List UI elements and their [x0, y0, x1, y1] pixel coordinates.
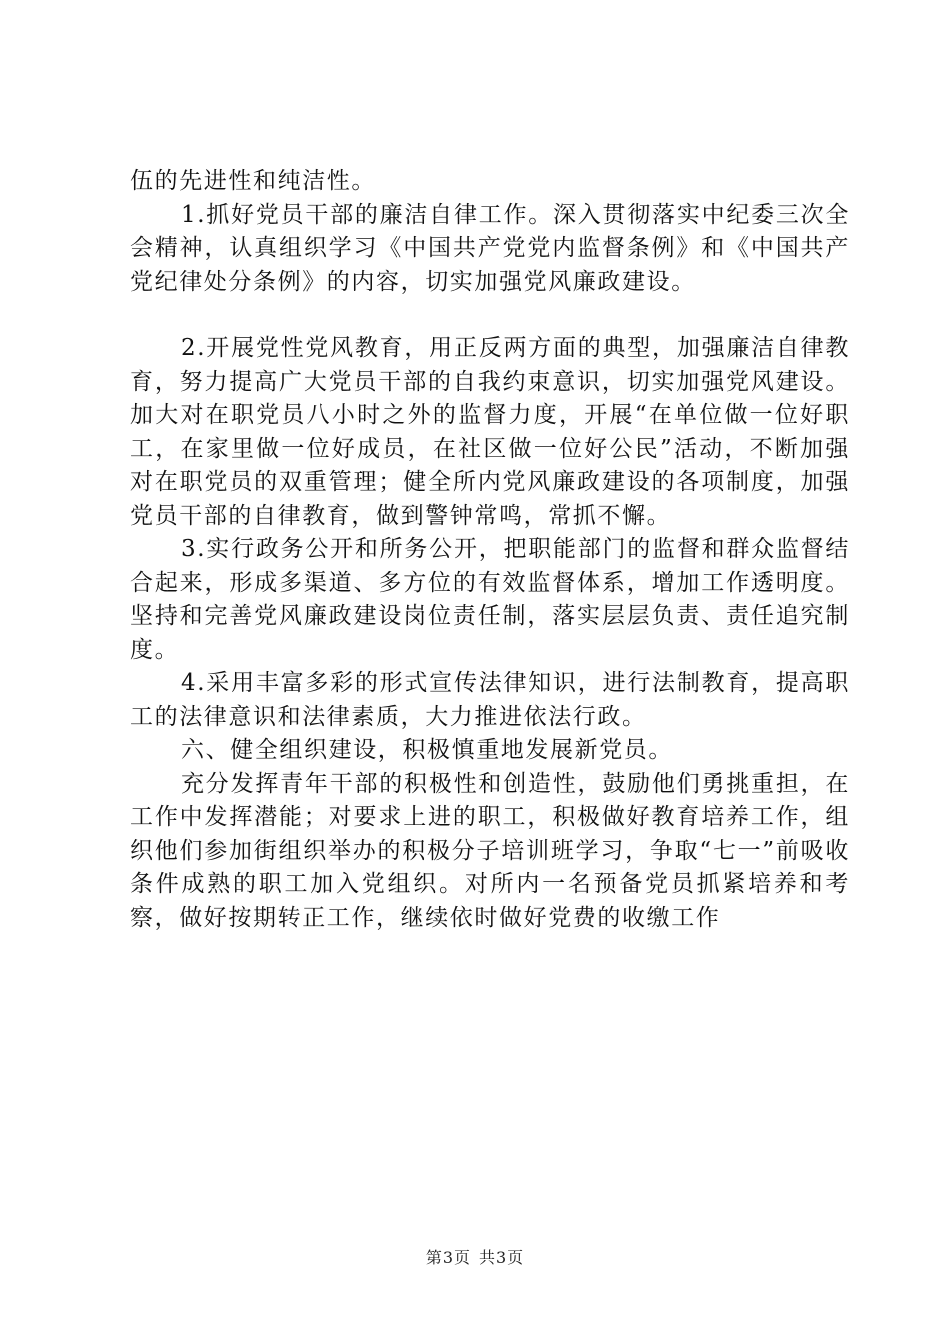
- paragraph-item-2: 2.开展党性党风教育，用正反两方面的典型，加强廉洁自律教育，努力提高广大党员干部的自我约束意识，切实加强党风建设。加大对在职党员八小时之外的监督力度，开展“在单位做一位好职工，在家里做一位好成员，在社区做一位好公民”活动，不断加强对在职党员的双重管理；健全所内党风廉政建设的各项制度，加强党员干部的自律教育，做到警钟常鸣，常抓不懈。: [130, 335, 850, 529]
- page-number-total: 共3页: [479, 1248, 525, 1267]
- page-number-current: 第3页: [425, 1248, 471, 1267]
- paragraph-item-1: 1.抓好党员干部的廉洁自律工作。深入贯彻落实中纪委三次全会精神，认真组织学习《中国共产党党内监督条例》和《中国共产党纪律处分条例》的内容，切实加强党风廉政建设。: [130, 201, 850, 295]
- document-body: [130, 165, 850, 935]
- section-heading: 六、健全组织建设，积极慎重地发展新党员。: [181, 737, 673, 763]
- paragraph-section-body: 充分发挥青年干部的积极性和创造性，鼓励他们勇挑重担，在工作中发挥潜能；对要求上进的职工，积极做好教育培养工作，组织他们参加街组织举办的积极分子培训班学习，争取“七一”前吸收条件成熟的职工加入党组织。对所内一名预备党员抓紧培养和考察，做好按期转正工作，继续依时做好党费的收缴工作: [130, 770, 850, 931]
- paragraph-item-4: 4.采用丰富多彩的形式宣传法律知识，进行法制教育，提高职工的法律意识和法律素质，大力推进依法行政。: [130, 670, 850, 730]
- page-footer: [0, 1245, 950, 1268]
- paragraph-item-3: 3.实行政务公开和所务公开，把职能部门的监督和群众监督结合起来，形成多渠道、多方位的有效监督体系，增加工作透明度。坚持和完善党风廉政建设岗位责任制，落实层层负责、责任追究制度。: [130, 536, 850, 663]
- paragraph-continuation: 伍的先进性和纯洁性。: [130, 168, 376, 194]
